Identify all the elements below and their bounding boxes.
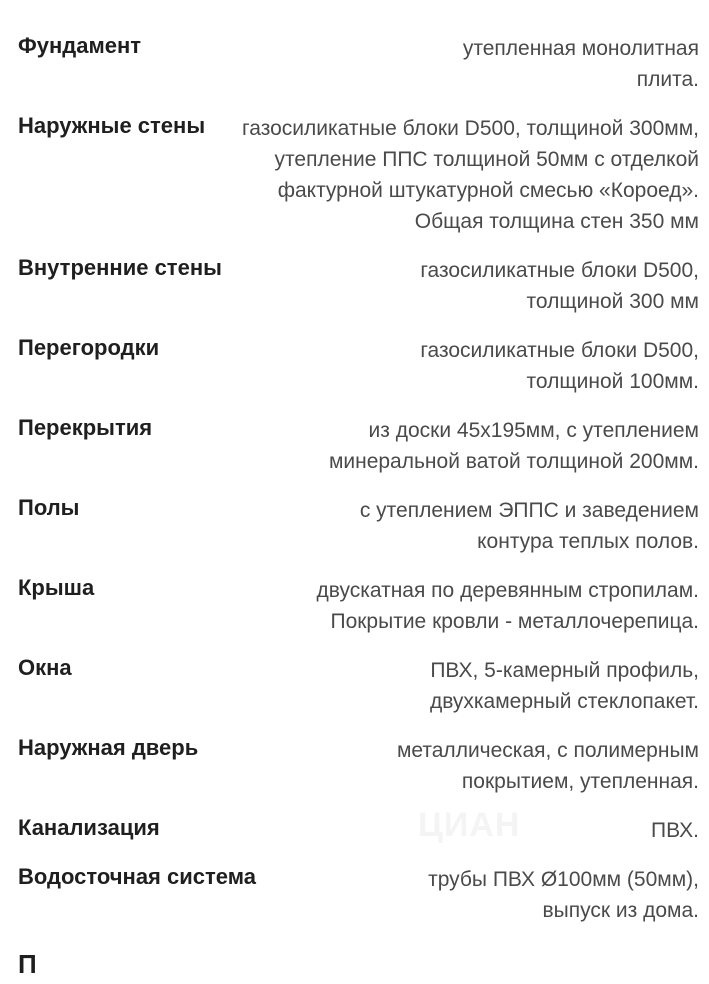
spec-value: металлическая, с полимерным покрытием, утепленная. [396, 739, 699, 793]
spec-label: Окна [18, 655, 72, 680]
spec-label: Фундамент [18, 33, 142, 58]
spec-label: Водосточная система [18, 864, 256, 889]
spec-label: Наружные стены [18, 113, 206, 138]
spec-label: Перекрытия [18, 415, 153, 440]
spec-label: Перегородки [18, 335, 160, 360]
cian-watermark: ЦИАН [418, 806, 521, 844]
spec-label: Канализация [18, 815, 160, 840]
spec-value: двускатная по деревянным стропилам. Покрытие кровли - металлочерепица. [316, 579, 699, 633]
spec-value: из доски 45х195мм, с утеплением минеральной ватой толщиной 200мм. [328, 419, 699, 473]
spec-value: газосиликатные блоки D500, толщиной 300мм, утепление ППС толщиной 50мм с отделкой фактурной штукатурной смесью «Короед». Общая толщина стен 350 мм [242, 117, 699, 233]
spec-value: газосиликатные блоки D500, толщиной 300 мм [420, 259, 699, 313]
spec-label: Полы [18, 495, 80, 520]
spec-label: Крыша [18, 575, 95, 600]
spec-value: трубы ПВХ Ø100мм (50мм), выпуск из дома. [428, 868, 699, 922]
next-section-heading: П [18, 949, 37, 979]
spec-label: Наружная дверь [18, 735, 199, 760]
spec-value: ПВХ. [650, 819, 699, 842]
spec-value: утепленная монолитная плита. [462, 37, 699, 91]
spec-value: с утеплением ЭППС и заведением контура теплых полов. [359, 499, 699, 553]
spec-value: ПВХ, 5-камерный профиль, двухкамерный стеклопакет. [429, 659, 699, 713]
spec-label: Внутренние стены [18, 255, 222, 280]
spec-value: газосиликатные блоки D500, толщиной 100мм. [420, 339, 699, 393]
